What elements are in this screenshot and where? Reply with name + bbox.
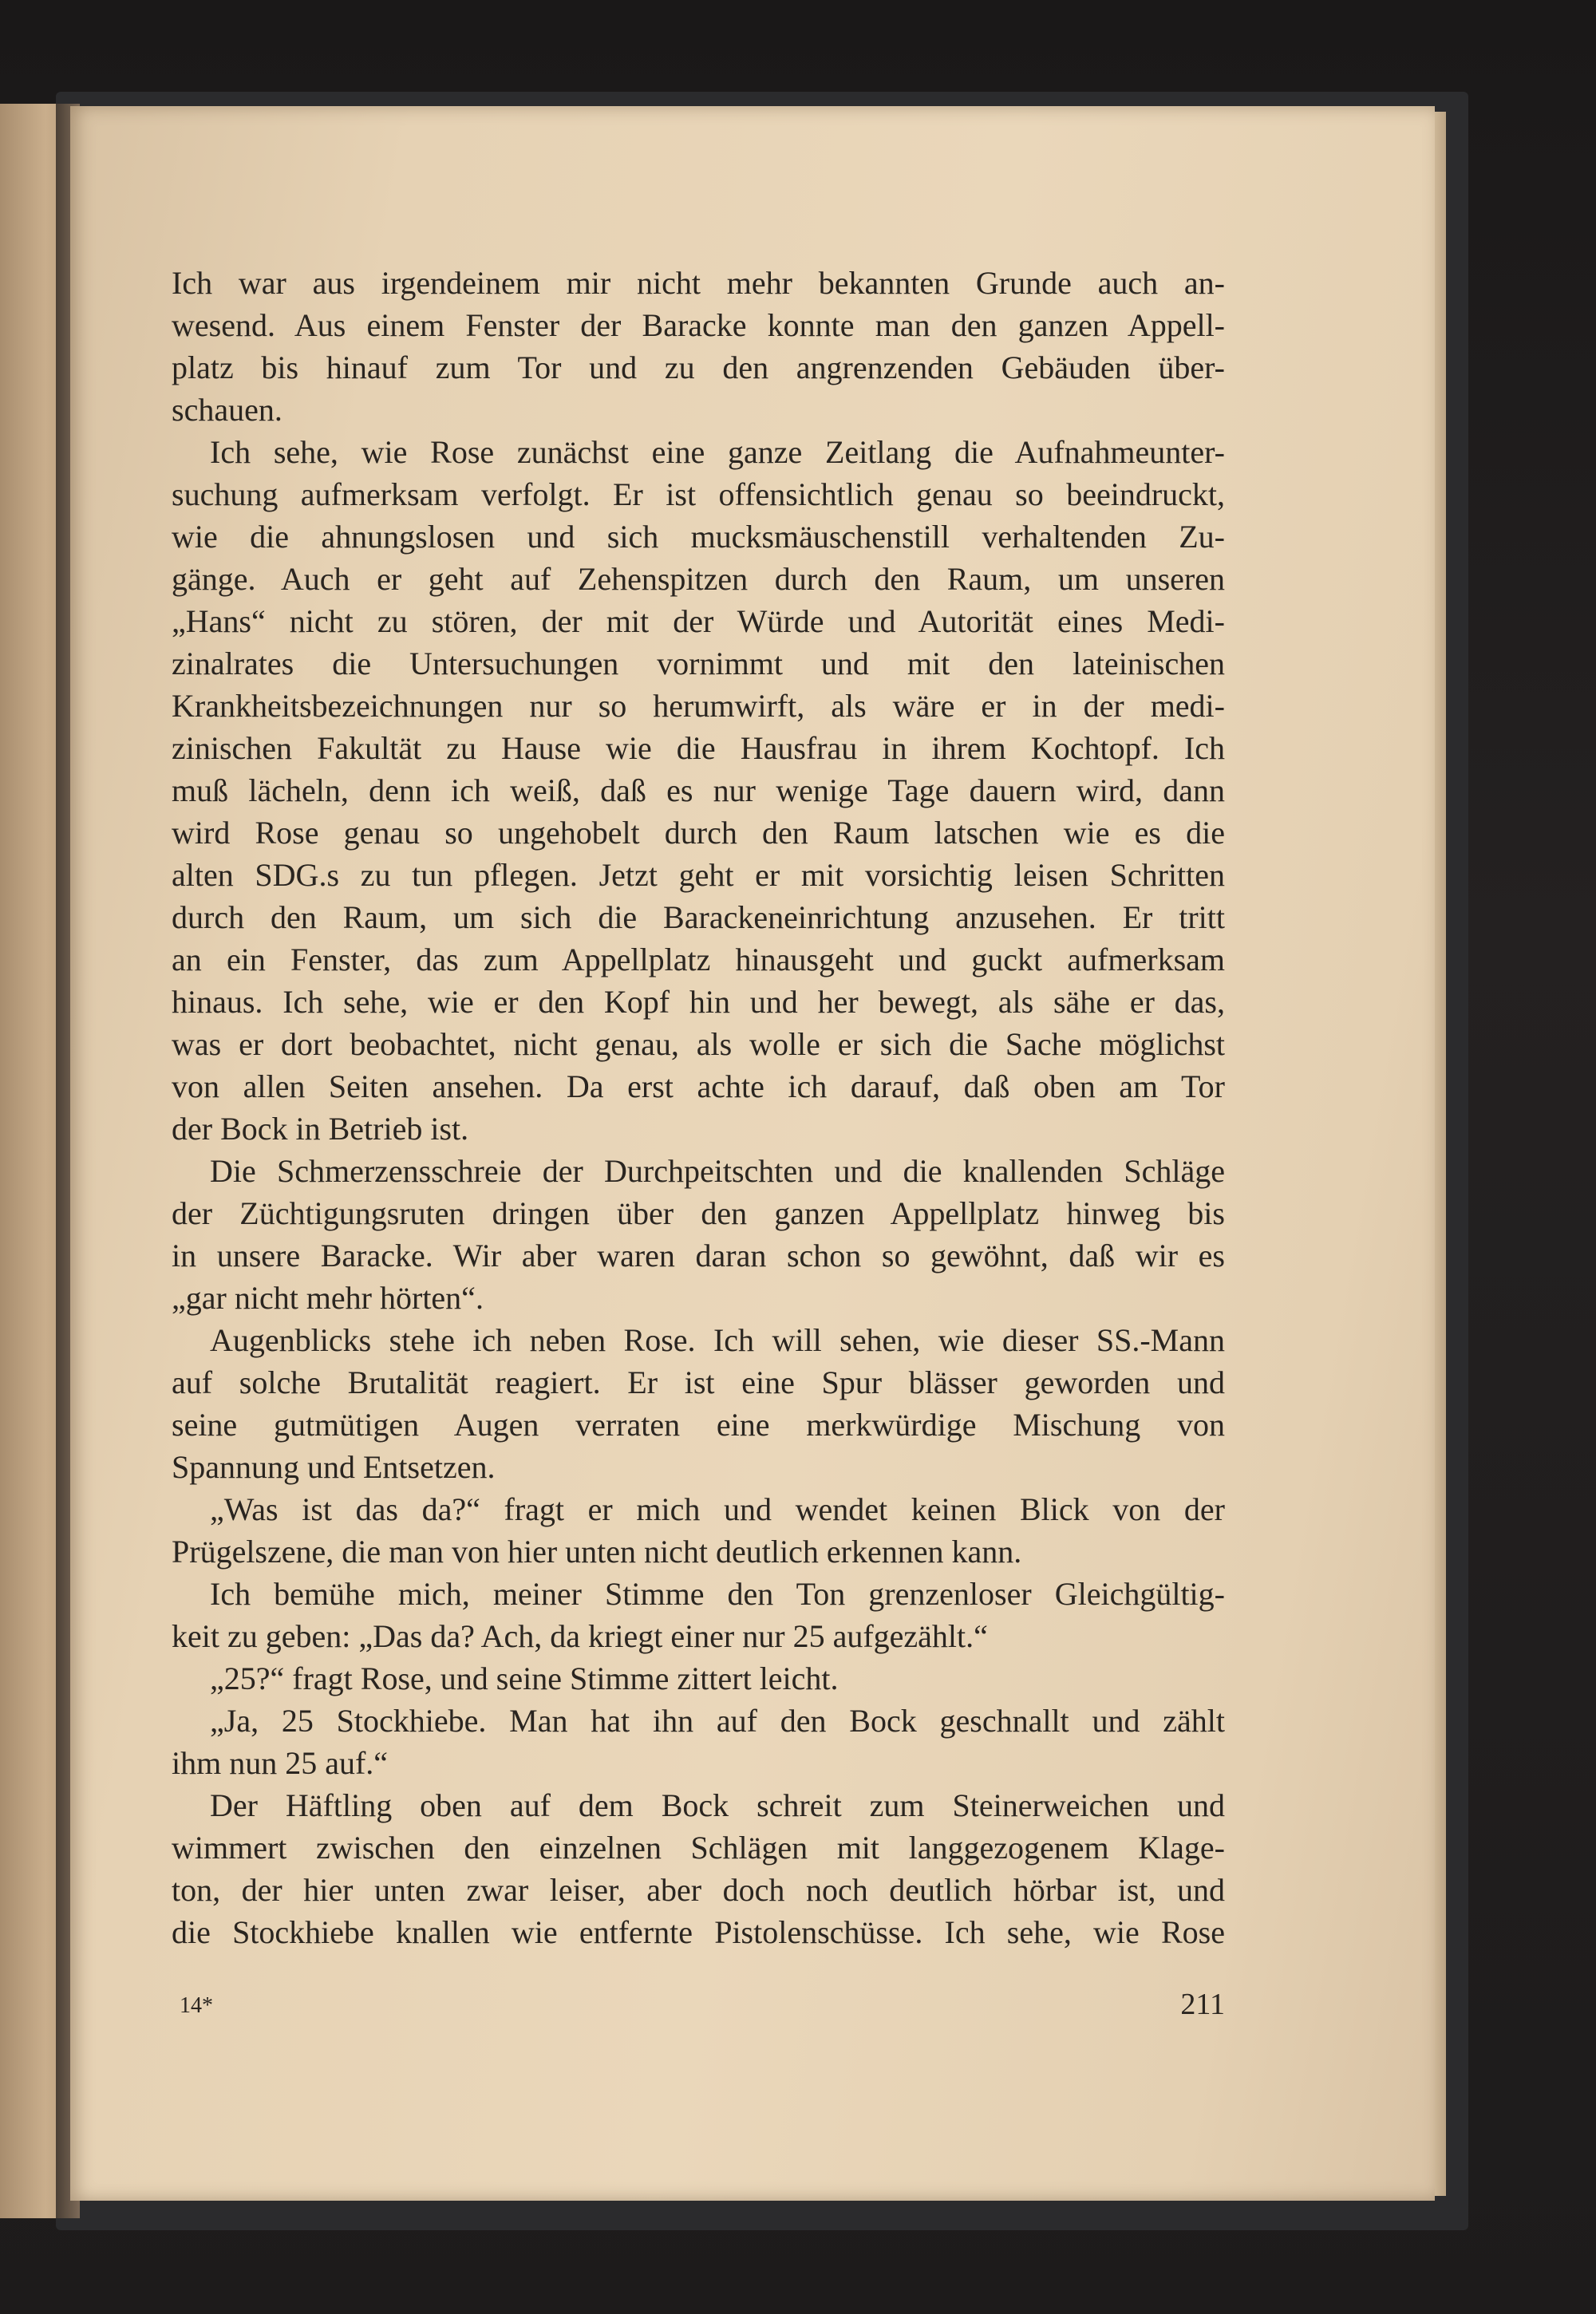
text-line: schauen. [172,392,282,428]
text-line: wimmert zwischen den einzelnen Schlägen mit langgezogenem Klage- [172,1830,1225,1866]
text-line: suchung aufmerksam verfolgt. Er ist offensichtlich genau so beeindruckt, [172,476,1225,512]
text-line: die Stockhiebe knallen wie entfernte Pistolenschüsse. Ich sehe, wie Rose [172,1914,1225,1950]
text-line: „gar nicht mehr hörten“. [172,1280,484,1316]
text-line: auf solche Brutalität reagiert. Er ist eine Spur blässer geworden und [172,1364,1225,1400]
text-line: Ich war aus irgendeinem mir nicht mehr bekannten Grunde auch an- [172,265,1225,301]
text-line: von allen Seiten ansehen. Da erst achte ich darauf, daß oben am Tor [172,1068,1225,1104]
text-line: zinischen Fakultät zu Hause wie die Hausfrau in ihrem Kochtopf. Ich [172,730,1225,766]
text-line: Prügelszene, die man von hier unten nicht deutlich erkennen kann. [172,1534,1022,1570]
text-line: durch den Raum, um sich die Barackeneinrichtung anzusehen. Er tritt [172,899,1225,935]
text-line: alten SDG.s zu tun pflegen. Jetzt geht er mit vorsichtig leisen Schritten [172,857,1225,893]
text-line: zinalrates die Untersuchungen vornimmt und mit den lateinischen [172,646,1225,681]
page-number: 211 [1180,1988,1225,2021]
text-line: „25?“ fragt Rose, und seine Stimme zittert leicht. [210,1660,839,1696]
text-line: Ich sehe, wie Rose zunächst eine ganze Zeitlang die Aufnahmeunter- [210,434,1225,470]
text-line: hinaus. Ich sehe, wie er den Kopf hin und her bewegt, als sähe er das, [172,984,1225,1020]
text-line: in unsere Baracke. Wir aber waren daran schon so gewöhnt, daß wir es [172,1238,1225,1273]
text-line: „Hans“ nicht zu stören, der mit der Würde und Autorität eines Medi- [172,603,1225,639]
text-line: gänge. Auch er geht auf Zehenspitzen durch den Raum, um unseren [172,561,1225,597]
text-line: wie die ahnungslosen und sich mucksmäuschenstill verhaltenden Zu- [172,519,1225,555]
text-line: was er dort beobachtet, nicht genau, als wolle er sich die Sache möglichst [172,1026,1225,1062]
page-stack-edge [1435,112,1446,2196]
text-line: wird Rose genau so ungehobelt durch den Raum latschen wie es die [172,815,1225,851]
text-line: wesend. Aus einem Fenster der Baracke konnte man den ganzen Appell- [172,307,1225,343]
signature-mark: 14* [180,1993,213,2018]
text-line: Krankheitsbezeichnungen nur so herumwirft, als wäre er in der medi- [172,688,1225,724]
text-line: an ein Fenster, das zum Appellplatz hinausgeht und guckt aufmerksam [172,942,1225,977]
text-line: „Was ist das da?“ fragt er mich und wendet keinen Blick von der [210,1491,1225,1527]
text-line: ton, der hier unten zwar leiser, aber doch noch deutlich hörbar ist, und [172,1872,1225,1908]
text-line: der Bock in Betrieb ist. [172,1111,469,1147]
text-line: Spannung und Entsetzen. [172,1449,496,1485]
text-line: Augenblicks stehe ich neben Rose. Ich will sehen, wie dieser SS.-Mann [210,1322,1225,1358]
body-text [172,262,1225,1953]
text-line: ihm nun 25 auf.“ [172,1745,389,1781]
text-line: Der Häftling oben auf dem Bock schreit zum Steinerweichen und [210,1787,1225,1823]
text-line: seine gutmütigen Augen verraten eine merkwürdige Mischung von [172,1407,1225,1443]
text-line: muß lächeln, denn ich weiß, daß es nur wenige Tage dauern wird, dann [172,772,1225,808]
text-line: der Züchtigungsruten dringen über den ganzen Appellplatz hinweg bis [172,1195,1225,1231]
text-line: Die Schmerzensschreie der Durchpeitschten und die knallenden Schläge [210,1153,1225,1189]
text-line: keit zu geben: „Das da? Ach, da kriegt einer nur 25 aufgezählt.“ [172,1618,988,1654]
page-footer [172,1987,1225,2027]
text-line: „Ja, 25 Stockhiebe. Man hat ihn auf den Bock geschnallt und zählt [210,1703,1225,1739]
text-line: platz bis hinauf zum Tor und zu den angrenzenden Gebäuden über- [172,349,1225,385]
text-line: Ich bemühe mich, meiner Stimme den Ton grenzenloser Gleichgültig- [210,1576,1225,1612]
